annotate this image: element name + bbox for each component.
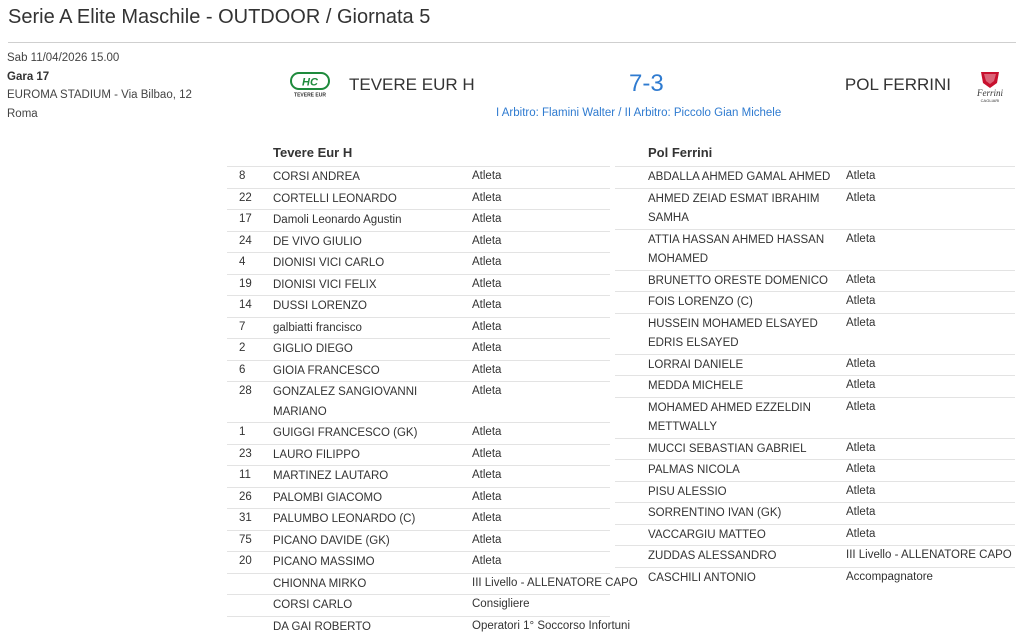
player-role: Consigliere — [472, 598, 530, 610]
player-name: LAURO FILIPPO — [273, 445, 458, 466]
home-team-name[interactable]: TEVERE EUR H — [349, 75, 475, 95]
player-name: DE VIVO GIULIO — [273, 232, 458, 253]
roster-row — [615, 313, 1015, 354]
player-name: galbiatti francisco — [273, 318, 458, 339]
player-role: Atleta — [472, 385, 501, 397]
player-role: Operatori 1° Soccorso Infortuni — [472, 620, 630, 632]
roster-row — [227, 530, 610, 552]
roster-row — [227, 209, 610, 231]
player-role: Atleta — [846, 274, 875, 286]
player-name: LORRAI DANIELE — [648, 355, 838, 376]
player-name: GUIGGI FRANCESCO (GK) — [273, 423, 458, 444]
player-name: VACCARGIU MATTEO — [648, 525, 838, 546]
player-role: Atleta — [846, 295, 875, 307]
player-name: PICANO MASSIMO — [273, 552, 458, 573]
player-role: Atleta — [472, 491, 501, 503]
player-role: Atleta — [472, 534, 501, 546]
player-role: Atleta — [472, 342, 501, 354]
player-role: Atleta — [472, 469, 501, 481]
player-role: Atleta — [846, 170, 875, 182]
match-datetime: Sab 11/04/2026 15.00 — [7, 49, 192, 68]
player-role: Atleta — [846, 463, 875, 475]
player-role: Atleta — [472, 364, 501, 376]
player-name: DIONISI VICI CARLO — [273, 253, 458, 274]
player-number: 1 — [239, 426, 245, 438]
roster-row — [227, 360, 610, 382]
player-role: III Livello - ALLENATORE CAPO — [846, 549, 1012, 561]
roster-row — [227, 381, 610, 422]
player-name: GIOIA FRANCESCO — [273, 361, 458, 382]
roster-row — [615, 502, 1015, 524]
player-name: CASCHILI ANTONIO — [648, 568, 838, 589]
roster-row — [227, 616, 610, 637]
player-name: CORSI CARLO — [273, 595, 458, 616]
roster-row — [227, 231, 610, 253]
player-number: 22 — [239, 192, 252, 204]
player-name: ZUDDAS ALESSANDRO — [648, 546, 838, 567]
player-name: GONZALEZ SANGIOVANNI MARIANO — [273, 382, 458, 422]
title-divider — [8, 42, 1016, 43]
player-number: 7 — [239, 321, 245, 333]
roster-row — [615, 567, 1015, 589]
player-number: 28 — [239, 385, 252, 397]
roster-row — [615, 524, 1015, 546]
svg-text:TEVERE EUR: TEVERE EUR — [294, 93, 326, 99]
roster-row — [615, 545, 1015, 567]
roster-row — [227, 274, 610, 296]
player-name: PICANO DAVIDE (GK) — [273, 531, 458, 552]
player-name: CORTELLI LEONARDO — [273, 189, 458, 210]
roster-row — [615, 481, 1015, 503]
roster-row — [615, 438, 1015, 460]
player-role: Atleta — [472, 512, 501, 524]
player-name: DA GAI ROBERTO — [273, 617, 458, 637]
player-role: Atleta — [472, 426, 501, 438]
roster-row — [615, 166, 1015, 188]
player-number: 19 — [239, 278, 252, 290]
home-team-logo — [288, 71, 332, 99]
player-role: Atleta — [472, 321, 501, 333]
player-role: Atleta — [846, 401, 875, 413]
player-role: Atleta — [846, 528, 875, 540]
player-name: AHMED ZEIAD ESMAT IBRAHIM SAMHA — [648, 189, 838, 229]
roster-row — [227, 508, 610, 530]
player-role: Atleta — [472, 448, 501, 460]
roster-row — [615, 229, 1015, 270]
player-name: HUSSEIN MOHAMED ELSAYED EDRIS ELSAYED — [648, 314, 838, 354]
roster-row — [615, 397, 1015, 438]
home-roster-header: Tevere Eur H — [273, 145, 352, 160]
roster-row — [615, 188, 1015, 229]
roster-row — [227, 422, 610, 444]
player-name: DUSSI LORENZO — [273, 296, 458, 317]
player-name: MOHAMED AHMED EZZELDIN METTWALLY — [648, 398, 838, 438]
referees-line: I Arbitro: Flamini Walter / II Arbitro: Piccolo Gian Michele — [496, 107, 781, 119]
roster-row — [615, 291, 1015, 313]
roster-row — [227, 188, 610, 210]
player-role: Atleta — [472, 235, 501, 247]
player-name: MEDDA MICHELE — [648, 376, 838, 397]
roster-row — [227, 573, 610, 595]
match-game-number: Gara 17 — [7, 68, 192, 87]
roster-row — [615, 375, 1015, 397]
player-role: Atleta — [846, 485, 875, 497]
away-roster — [615, 166, 1015, 588]
player-role: Atleta — [846, 358, 875, 370]
away-team-name[interactable]: POL FERRINI — [845, 75, 951, 95]
player-name: PALMAS NICOLA — [648, 460, 838, 481]
player-role: Atleta — [472, 278, 501, 290]
player-number: 23 — [239, 448, 252, 460]
svg-text:Ferrini: Ferrini — [976, 88, 1003, 98]
svg-text:CAGLIARI: CAGLIARI — [981, 98, 1000, 103]
roster-row — [227, 487, 610, 509]
roster-row — [227, 338, 610, 360]
player-number: 17 — [239, 213, 252, 225]
player-number: 20 — [239, 555, 252, 567]
player-role: Atleta — [846, 192, 875, 204]
away-roster-header: Pol Ferrini — [648, 145, 712, 160]
player-role: Atleta — [846, 379, 875, 391]
roster-row — [227, 252, 610, 274]
roster-row — [227, 551, 610, 573]
player-role: Atleta — [472, 555, 501, 567]
player-number: 26 — [239, 491, 252, 503]
player-name: FOIS LORENZO (C) — [648, 292, 838, 313]
player-number: 31 — [239, 512, 252, 524]
roster-row — [615, 270, 1015, 292]
player-role: III Livello - ALLENATORE CAPO — [472, 577, 638, 589]
player-name: ABDALLA AHMED GAMAL AHMED — [648, 167, 838, 188]
player-name: DIONISI VICI FELIX — [273, 275, 458, 296]
player-role: Atleta — [472, 192, 501, 204]
page-title: Serie A Elite Maschile - OUTDOOR / Giornata 5 — [8, 6, 430, 29]
player-number: 4 — [239, 256, 245, 268]
player-name: GIGLIO DIEGO — [273, 339, 458, 360]
player-role: Accompagnatore — [846, 571, 933, 583]
roster-row — [227, 594, 610, 616]
player-number: 14 — [239, 299, 252, 311]
roster-row — [227, 444, 610, 466]
roster-row — [615, 459, 1015, 481]
player-role: Atleta — [846, 506, 875, 518]
player-role: Atleta — [846, 317, 875, 329]
player-role: Atleta — [472, 213, 501, 225]
player-number: 24 — [239, 235, 252, 247]
player-number: 2 — [239, 342, 245, 354]
roster-row — [227, 317, 610, 339]
player-name: PALUMBO LEONARDO (C) — [273, 509, 458, 530]
player-name: BRUNETTO ORESTE DOMENICO — [648, 271, 838, 292]
player-name: PISU ALESSIO — [648, 482, 838, 503]
player-name: ATTIA HASSAN AHMED HASSAN MOHAMED — [648, 230, 838, 270]
roster-row — [615, 354, 1015, 376]
player-name: CHIONNA MIRKO — [273, 574, 458, 595]
player-number: 6 — [239, 364, 245, 376]
player-role: Atleta — [472, 299, 501, 311]
match-score: 7-3 — [629, 70, 664, 98]
player-name: CORSI ANDREA — [273, 167, 458, 188]
roster-row — [227, 295, 610, 317]
player-role: Atleta — [846, 442, 875, 454]
player-number: 11 — [239, 469, 251, 481]
match-info — [7, 49, 192, 123]
match-venue: EUROMA STADIUM - Via Bilbao, 12 — [7, 86, 192, 105]
player-number: 8 — [239, 170, 245, 182]
home-roster — [227, 166, 610, 637]
player-name: MUCCI SEBASTIAN GABRIEL — [648, 439, 838, 460]
player-role: Atleta — [472, 170, 501, 182]
player-name: Damoli Leonardo Agustin — [273, 210, 458, 231]
match-city: Roma — [7, 105, 192, 124]
player-name: MARTINEZ LAUTARO — [273, 466, 458, 487]
player-name: SORRENTINO IVAN (GK) — [648, 503, 838, 524]
away-team-logo — [970, 69, 1010, 103]
player-name: PALOMBI GIACOMO — [273, 488, 458, 509]
svg-text:HC: HC — [302, 77, 319, 89]
roster-row — [227, 465, 610, 487]
player-role: Atleta — [846, 233, 875, 245]
player-role: Atleta — [472, 256, 501, 268]
player-number: 75 — [239, 534, 252, 546]
roster-row — [227, 166, 610, 188]
